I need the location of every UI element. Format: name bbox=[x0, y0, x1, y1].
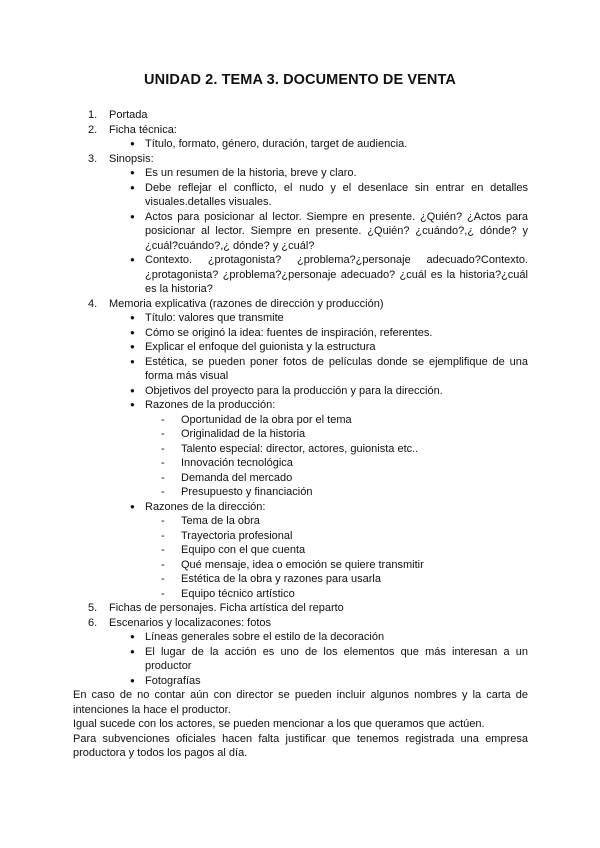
item-number: 3. bbox=[88, 152, 98, 165]
dash-marker: - bbox=[161, 587, 165, 600]
dash-text: Estética de la obra y razones para usarla bbox=[181, 573, 381, 585]
bullet-icon: ● bbox=[130, 646, 135, 656]
bullet-item bbox=[73, 181, 528, 210]
dash-text: Innovación tecnológica bbox=[181, 457, 293, 469]
dash-text: Oportunidad de la obra por el tema bbox=[181, 413, 352, 426]
bullet-icon: ● bbox=[130, 632, 135, 641]
dash-marker: - bbox=[161, 486, 165, 498]
bullet-item bbox=[73, 355, 528, 384]
dash-item bbox=[73, 427, 528, 442]
bullet-item bbox=[73, 674, 528, 689]
item-number: 6. bbox=[88, 616, 98, 629]
page-title: UNIDAD 2. TEMA 3. DOCUMENTO DE VENTA bbox=[144, 72, 456, 88]
item-number: 2. bbox=[88, 123, 98, 136]
item-text: Escenarios y localizacones: fotos bbox=[109, 616, 272, 629]
bullet-text: Actos para posicionar al lector. Siempre en presente. ¿Quién? ¿Actos para posicionar al lector. Siempre en presente. ¿Quién? ¿cuándo?,¿ dónde? y ¿cuál?cuándo?,¿ dónde? y ¿cuál? bbox=[145, 210, 528, 252]
bullet-item bbox=[73, 384, 528, 399]
bullet-item bbox=[73, 311, 528, 326]
bullet-text: Razones de la dirección: bbox=[145, 500, 266, 513]
bullet-icon: ● bbox=[130, 139, 135, 148]
dash-text: Qué mensaje, idea o emoción se quiere transmitir bbox=[181, 558, 424, 571]
document-body bbox=[73, 108, 528, 761]
bullet-text: Fotografías bbox=[145, 674, 201, 687]
bullet-item bbox=[73, 326, 528, 341]
bullet-item bbox=[73, 210, 528, 254]
list-item bbox=[73, 601, 528, 616]
dash-item bbox=[73, 485, 528, 500]
bullet-icon: ● bbox=[130, 168, 135, 177]
list-item bbox=[73, 108, 528, 123]
dash-text: Presupuesto y financiación bbox=[181, 486, 313, 498]
bullet-text: Explicar el enfoque del guionista y la estructura bbox=[145, 341, 376, 353]
bullet-text: Contexto. ¿protagonista? ¿problema?¿personaje adecuado?Contexto. ¿protagonista? ¿problema?¿personaje adecuado? ¿cuál es la historia?¿cuál es la historia? bbox=[145, 254, 528, 295]
dash-marker: - bbox=[161, 413, 165, 426]
list-item bbox=[73, 152, 528, 167]
bullet-text: Cómo se originó la idea: fuentes de inspiración, referentes. bbox=[145, 326, 433, 339]
dash-marker: - bbox=[161, 544, 165, 556]
list-item bbox=[73, 616, 528, 631]
bullet-icon: ● bbox=[130, 675, 135, 685]
list-item bbox=[73, 297, 528, 312]
dash-marker: - bbox=[161, 471, 165, 484]
bullet-icon: ● bbox=[130, 385, 135, 395]
bullet-text: El lugar de la acción es uno de los elementos que más interesan a un productor bbox=[145, 645, 528, 672]
dash-item bbox=[73, 543, 528, 558]
bullet-item bbox=[73, 253, 528, 297]
bullet-text: Razones de la producción: bbox=[145, 399, 276, 411]
dash-text: Equipo técnico artístico bbox=[181, 587, 295, 600]
bullet-item bbox=[73, 500, 528, 515]
bullet-icon: ● bbox=[130, 356, 135, 366]
item-number: 5. bbox=[88, 602, 98, 614]
dash-item bbox=[73, 529, 528, 544]
dash-marker: - bbox=[161, 442, 165, 455]
paragraph: Igual sucede con los actores, se pueden mencionar a los que queramos que actúen. bbox=[73, 718, 485, 730]
dash-item bbox=[73, 413, 528, 428]
bullet-text: Título, formato, género, duración, target de audiencia. bbox=[145, 138, 408, 150]
bullet-item bbox=[73, 166, 528, 181]
bullet-text: Objetivos del proyecto para la producción y para la dirección. bbox=[145, 384, 443, 397]
dash-item bbox=[73, 514, 528, 529]
dash-marker: - bbox=[161, 529, 165, 542]
dash-marker: - bbox=[161, 573, 165, 585]
dash-text: Demanda del mercado bbox=[181, 471, 293, 484]
bullet-item bbox=[73, 630, 528, 645]
item-text: Fichas de personajes. Ficha artística del reparto bbox=[109, 602, 344, 614]
bullet-text: Estética, se pueden poner fotos de películas donde se ejemplifique de una forma más visual bbox=[145, 355, 528, 382]
bullet-icon: ● bbox=[130, 255, 135, 264]
dash-marker: - bbox=[161, 457, 165, 469]
dash-item bbox=[73, 587, 528, 602]
bullet-icon: ● bbox=[130, 182, 135, 192]
dash-text: Originalidad de la historia bbox=[181, 428, 306, 440]
dash-item bbox=[73, 456, 528, 471]
dash-text: Talento especial: director, actores, guionista etc.. bbox=[181, 442, 419, 455]
bullet-item bbox=[73, 137, 528, 152]
dash-marker: - bbox=[161, 515, 165, 527]
dash-item bbox=[73, 558, 528, 573]
bullet-icon: ● bbox=[130, 313, 135, 322]
paragraph: En caso de no contar aún con director se pueden incluir algunos nombres y la carta de intenciones la hace el productor. bbox=[73, 689, 528, 716]
dash-marker: - bbox=[161, 428, 165, 440]
bullet-text: Es un resumen de la historia, breve y claro. bbox=[145, 167, 357, 179]
bullet-icon: ● bbox=[130, 501, 135, 511]
bullet-text: Debe reflejar el conflicto, el nudo y el desenlace sin entrar en detalles visuales.detalles visuales. bbox=[145, 181, 528, 208]
item-text: Memoria explicativa (razones de dirección y producción) bbox=[109, 297, 384, 310]
dash-text: Equipo con el que cuenta bbox=[181, 544, 306, 556]
bullet-icon: ● bbox=[130, 342, 135, 351]
item-text: Ficha técnica: bbox=[109, 123, 177, 136]
bullet-item bbox=[73, 340, 528, 355]
dash-marker: - bbox=[161, 558, 165, 571]
item-text: Portada bbox=[109, 109, 148, 121]
dash-item bbox=[73, 572, 528, 587]
item-text: Sinopsis: bbox=[109, 152, 154, 165]
item-number: 4. bbox=[88, 297, 98, 310]
bullet-text: Título: valores que transmite bbox=[145, 312, 284, 324]
item-number: 1. bbox=[88, 109, 98, 121]
bullet-text: Líneas generales sobre el estilo de la decoración bbox=[145, 631, 385, 643]
bullet-item bbox=[73, 398, 528, 413]
list-item bbox=[73, 123, 528, 138]
dash-item bbox=[73, 471, 528, 486]
paragraph: Para subvenciones oficiales hacen falta justificar que tenemos registrada una empresa productora y todos los pagos al día. bbox=[73, 732, 528, 759]
dash-text: Tema de la obra bbox=[181, 515, 260, 527]
dash-text: Trayectoria profesional bbox=[181, 529, 293, 542]
dash-item bbox=[73, 442, 528, 457]
bullet-item bbox=[73, 645, 528, 674]
bullet-icon: ● bbox=[130, 400, 135, 409]
bullet-icon: ● bbox=[130, 211, 135, 221]
bullet-icon: ● bbox=[130, 327, 135, 337]
